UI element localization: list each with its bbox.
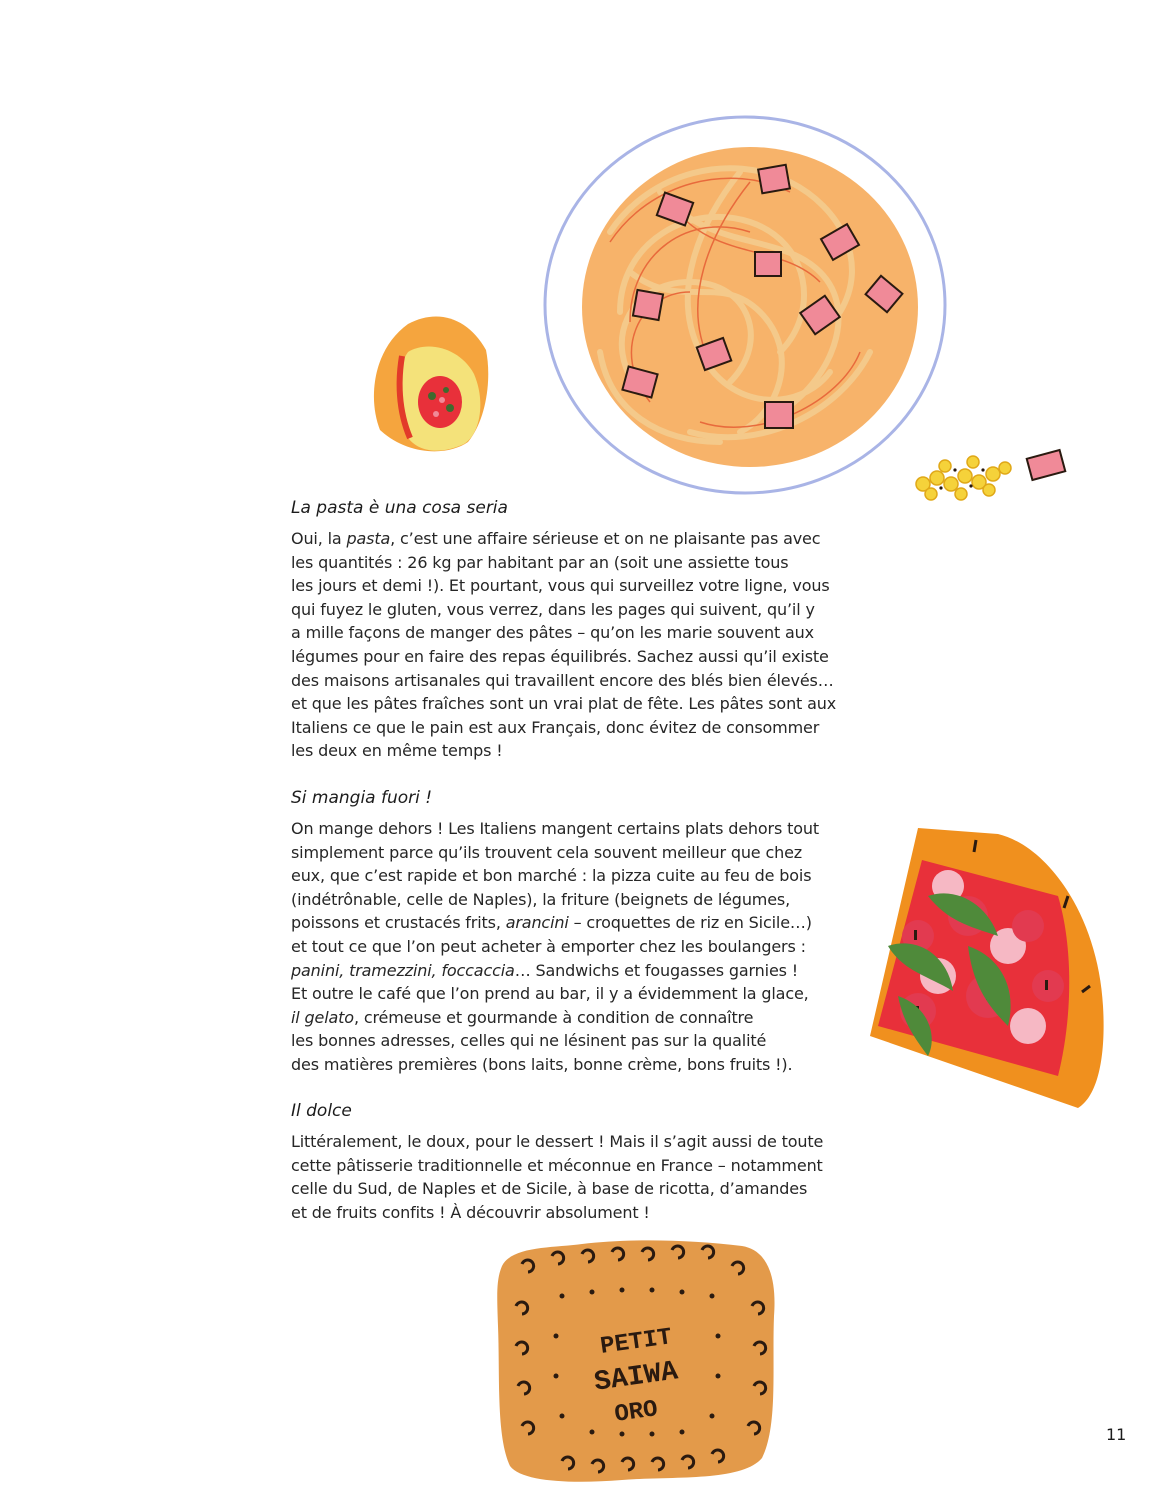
text-line <box>291 645 891 669</box>
text-run: , c’est une affaire sérieuse et on ne plaisante pas avec <box>390 529 821 548</box>
arancino-illustration <box>368 310 493 455</box>
text-run: celle du Sud, de Naples et de Sicile, à base de ricotta, d’amandes <box>291 1179 808 1199</box>
text-line <box>291 551 891 575</box>
text-line <box>291 716 891 740</box>
text-run: qui fuyez le gluten, vous verrez, dans les pages qui suivent, qu’il y <box>291 599 815 619</box>
text-line <box>291 527 891 551</box>
paragraph-dolce <box>291 1130 891 1224</box>
text-run: et tout ce que l’on peut acheter à emporter chez les boulangers : <box>291 936 806 956</box>
section-mangia-fuori <box>291 787 891 1077</box>
text-line <box>291 574 891 598</box>
text-line <box>291 935 891 959</box>
text-line <box>291 692 891 716</box>
text-run: les deux en même temps ! <box>291 741 503 761</box>
text-run: des matières premières (bons laits, bonne crème, bons fruits !). <box>291 1054 793 1074</box>
section-pasta <box>291 497 891 763</box>
text-line <box>291 1201 891 1225</box>
pizza-slice-illustration <box>858 826 1113 1111</box>
text-line <box>291 1006 891 1030</box>
text-line <box>291 621 891 645</box>
text-run: et que les pâtes fraîches sont un vrai plat de fête. Les pâtes sont aux <box>291 694 837 714</box>
text-run: … Sandwichs et fougasses garnies ! <box>514 960 799 980</box>
text-line <box>291 911 891 935</box>
section-title-dolce: Il dolce <box>291 1101 352 1121</box>
italic-text: il gelato <box>291 1007 354 1027</box>
biscuit-illustration <box>492 1236 782 1486</box>
text-run: les bonnes adresses, celles qui ne lésinent pas sur la qualité <box>291 1031 767 1051</box>
section-title-mangia-fuori: Si mangia fuori ! <box>291 788 433 808</box>
text-line <box>291 864 891 888</box>
text-run: Italiens ce que le pain est aux Français, donc évitez de consommer <box>291 717 820 737</box>
text-run: des maisons artisanales qui travaillent encore des blés bien élevés… <box>291 670 834 690</box>
page-number: 11 <box>1106 1425 1127 1444</box>
italic-text: arancini <box>505 913 569 933</box>
text-run: les quantités : 26 kg par habitant par an (soit une assiette tous <box>291 552 789 572</box>
text-line <box>291 1154 891 1178</box>
pasta-plate-illustration <box>540 112 955 502</box>
text-run: légumes pour en faire des repas équilibrés. Sachez aussi qu’il existe <box>291 646 829 666</box>
text-line <box>291 959 891 983</box>
text-line <box>291 1053 891 1077</box>
text-run: On mange dehors ! Les Italiens mangent certains plats dehors tout <box>291 819 819 838</box>
text-run: – croquettes de riz en Sicile…) <box>568 913 812 933</box>
paragraph-pasta <box>291 527 891 763</box>
text-line <box>291 739 891 763</box>
text-run: cette pâtisserie traditionnelle et méconnue en France – notamment <box>291 1155 823 1175</box>
text-line <box>291 982 891 1006</box>
text-run: , crémeuse et gourmande à condition de connaître <box>353 1007 754 1027</box>
biscuit-word-3: ORO <box>612 1396 660 1429</box>
text-run: Oui, la <box>291 529 347 548</box>
text-run: a mille façons de manger des pâtes – qu’on les marie souvent aux <box>291 623 814 643</box>
text-line <box>291 817 891 841</box>
italic-text: pasta <box>346 529 391 548</box>
biscuit-word-1: PETIT <box>598 1324 674 1361</box>
paragraph-mangia-fuori <box>291 817 891 1077</box>
text-line <box>291 1177 891 1201</box>
text-line <box>291 841 891 865</box>
biscuit-word-2: SAIWA <box>592 1356 680 1399</box>
text-run: Et outre le café que l’on prend au bar, il y a évidemment la glace, <box>291 984 809 1004</box>
text-run: les jours et demi !). Et pourtant, vous qui surveillez votre ligne, vous <box>291 576 830 596</box>
text-run: et de fruits confits ! À découvrir absolument ! <box>291 1202 650 1222</box>
text-line <box>291 1130 891 1154</box>
text-run: simplement parce qu’ils trouvent cela souvent meilleur que chez <box>291 842 803 862</box>
text-run: eux, que c’est rapide et bon marché : la pizza cuite au feu de bois <box>291 866 812 886</box>
corn-and-bacon-illustration <box>905 440 1070 505</box>
section-dolce <box>291 1100 891 1224</box>
text-run: Littéralement, le doux, pour le dessert ! Mais il s’agit aussi de toute <box>291 1132 824 1151</box>
italic-text: panini, tramezzini, foccaccia <box>291 960 515 980</box>
text-run: (indétrônable, celle de Naples), la friture (beignets de légumes, <box>291 889 791 909</box>
text-line <box>291 888 891 912</box>
text-line <box>291 669 891 693</box>
text-line <box>291 1029 891 1053</box>
section-title-pasta: La pasta è una cosa seria <box>291 498 508 518</box>
text-line <box>291 598 891 622</box>
text-run: poissons et crustacés frits, <box>291 913 506 933</box>
